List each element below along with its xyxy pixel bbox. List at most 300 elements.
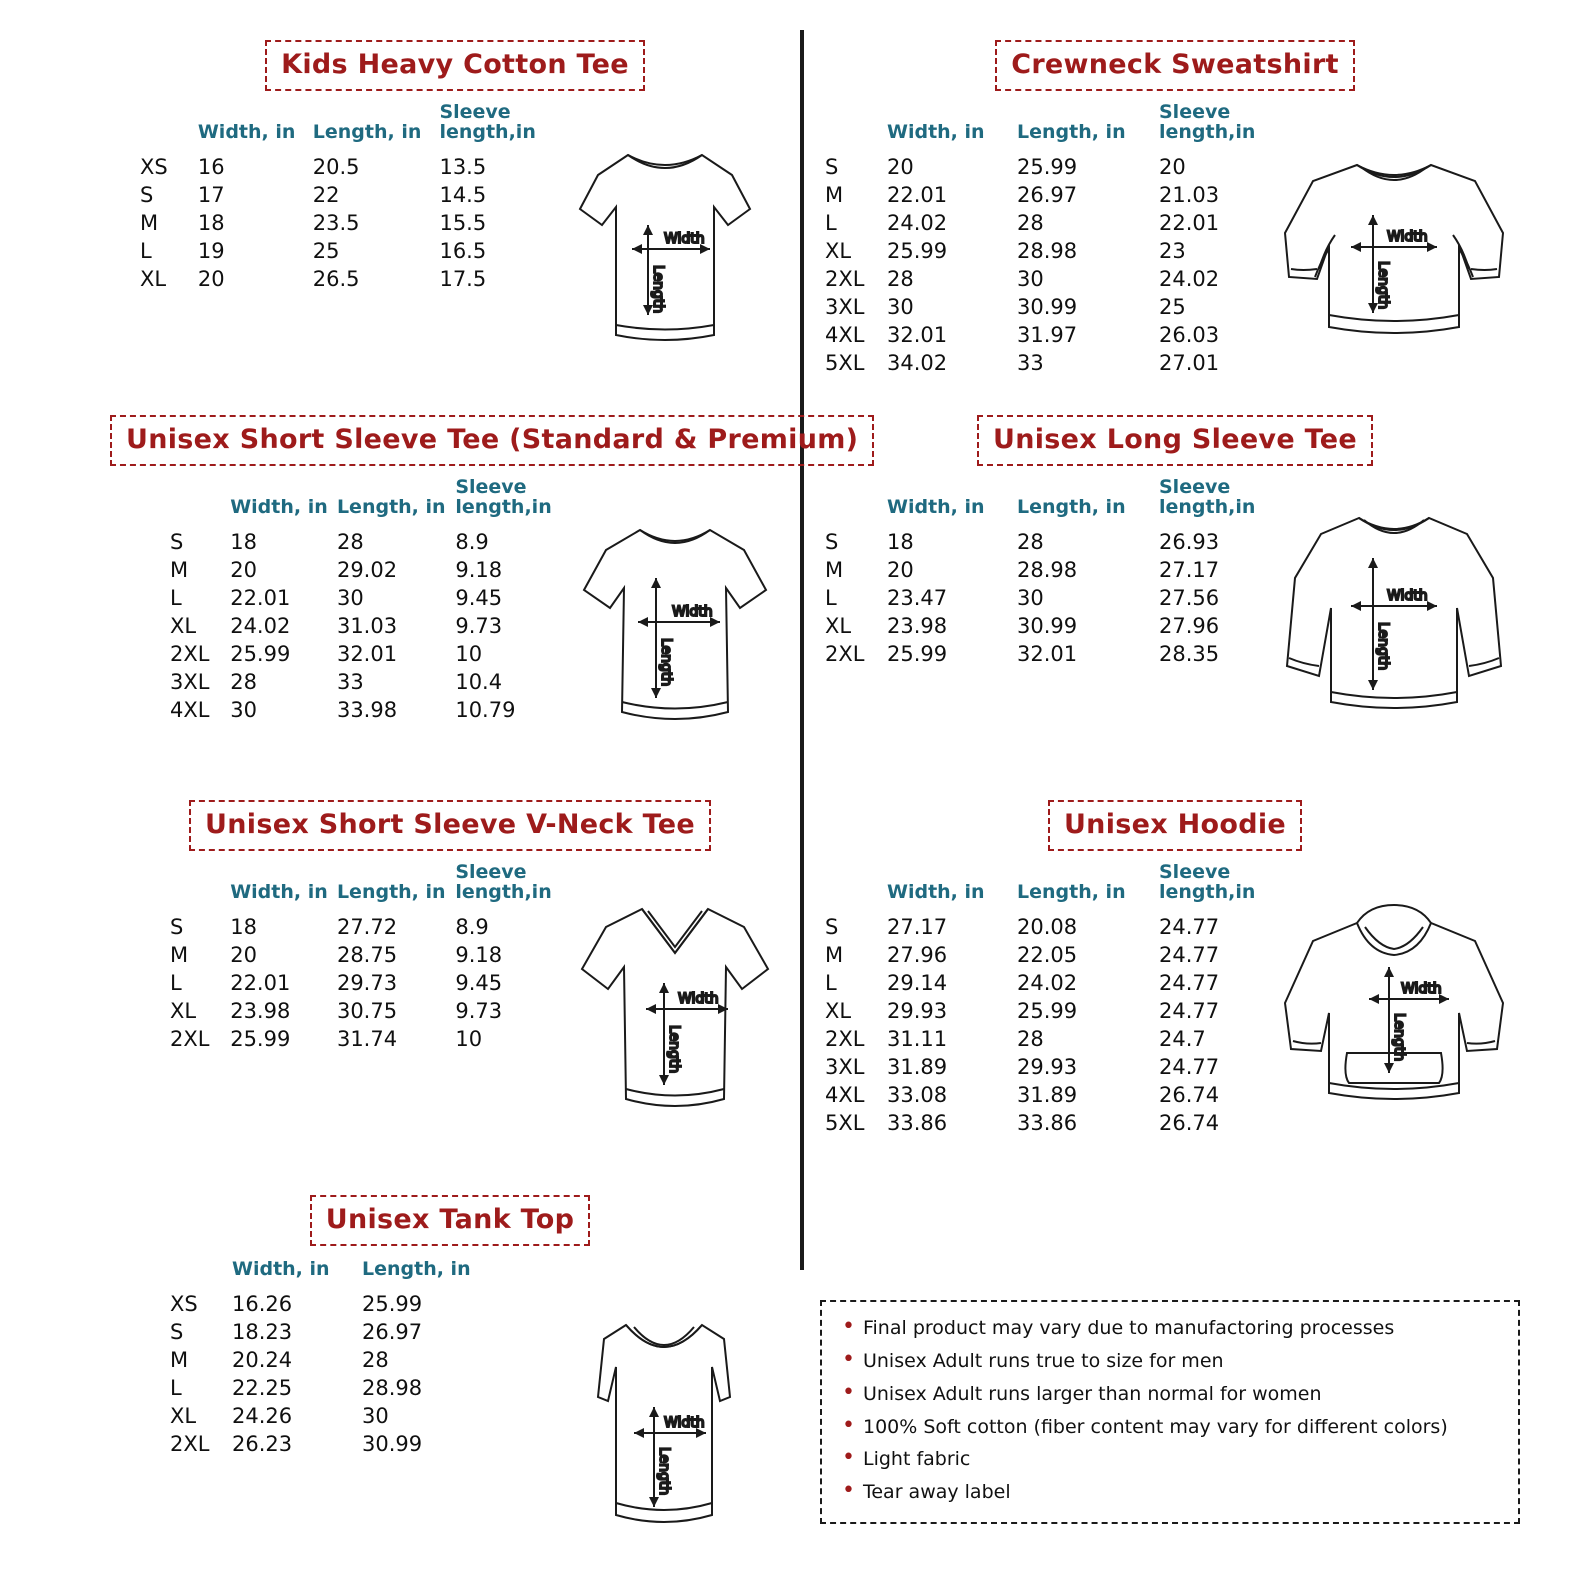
cell-sleeve: 27.96 xyxy=(1159,613,1220,638)
cell-length: 25.99 xyxy=(1017,154,1078,179)
cell-length: 33.86 xyxy=(1017,1110,1078,1135)
section-title-wrap xyxy=(825,40,1525,91)
cell-length: 30.99 xyxy=(362,1432,423,1456)
cell-length: 30 xyxy=(1017,266,1044,291)
table-row xyxy=(825,349,1269,377)
width-arrow-label: Width xyxy=(1401,981,1442,997)
section-title-wrap xyxy=(110,415,859,466)
cell-size: M xyxy=(170,1348,189,1372)
cell-length: 32.01 xyxy=(1017,641,1078,666)
table-row xyxy=(825,997,1269,1025)
cell-width: 27.96 xyxy=(887,942,948,967)
table-row xyxy=(140,181,546,209)
cell-width: 24.26 xyxy=(232,1404,293,1428)
table-row xyxy=(825,913,1269,941)
table-row xyxy=(825,321,1269,349)
cell-sleeve: 26.74 xyxy=(1159,1082,1220,1107)
table-row xyxy=(170,1346,504,1374)
table-row xyxy=(170,640,560,668)
cell-length: 30 xyxy=(362,1404,389,1428)
cell-size: 3XL xyxy=(825,294,865,319)
cell-size: L xyxy=(170,585,182,610)
note-item xyxy=(842,1379,1500,1406)
vertical-divider xyxy=(800,30,804,1270)
cell-width: 30 xyxy=(230,697,257,722)
section-title-wrap xyxy=(825,415,1525,466)
cell-width: 20 xyxy=(197,266,225,291)
cell-width: 23.98 xyxy=(230,998,291,1023)
cell-length: 31.74 xyxy=(336,1026,398,1051)
col-sleeve-line2: length,in xyxy=(1159,120,1256,143)
col-length: Length, in xyxy=(336,495,446,518)
cell-size: L xyxy=(170,970,182,995)
note-text: Tear away label xyxy=(862,1481,1011,1504)
cell-size: M xyxy=(825,942,844,967)
col-size xyxy=(825,478,887,528)
cell-size: S xyxy=(825,529,839,554)
bullet-icon: • xyxy=(842,1445,855,1471)
table-header-row xyxy=(170,1258,504,1290)
note-item xyxy=(842,1314,1500,1340)
col-length: Length, in xyxy=(336,880,446,903)
note-item xyxy=(842,1478,1500,1504)
cell-sleeve: 9.45 xyxy=(455,585,503,610)
cell-sleeve: 10.79 xyxy=(455,697,516,722)
bullet-icon: • xyxy=(842,1346,855,1372)
cell-sleeve: 24.77 xyxy=(1159,1054,1220,1079)
table-header-row xyxy=(170,863,560,913)
section-title: Unisex Hoodie xyxy=(1048,800,1302,851)
section-title-wrap xyxy=(130,40,780,91)
cell-length: 28 xyxy=(1017,529,1044,554)
cell-length: 30.99 xyxy=(1017,613,1078,638)
cell-size: S xyxy=(825,914,839,939)
col-sleeve xyxy=(439,103,546,153)
table-row xyxy=(170,556,560,584)
col-width: Width, in xyxy=(887,120,985,143)
cell-sleeve: 10.4 xyxy=(455,669,503,694)
col-size xyxy=(170,478,230,528)
table-row xyxy=(825,640,1269,668)
col-size xyxy=(825,103,887,153)
cell-length: 29.93 xyxy=(1017,1054,1078,1079)
cell-width: 28 xyxy=(887,266,914,291)
cell-width: 18 xyxy=(197,210,225,235)
cell-width: 25.99 xyxy=(230,1026,291,1051)
cell-size: M xyxy=(825,557,844,582)
size-table xyxy=(170,1258,504,1458)
cell-size: M xyxy=(170,942,189,967)
tshirt-illustration xyxy=(550,137,780,357)
cell-sleeve: 10 xyxy=(455,641,483,666)
cell-size: 2XL xyxy=(825,641,865,666)
width-arrow-label: Width xyxy=(678,991,719,1007)
table-row xyxy=(825,1025,1269,1053)
cell-width: 30 xyxy=(887,294,914,319)
section-title: Unisex Tank Top xyxy=(310,1195,591,1246)
col-sleeve-line2: length,in xyxy=(455,495,552,518)
cell-length: 30.99 xyxy=(1017,294,1078,319)
cell-size: 3XL xyxy=(170,669,210,694)
cell-width: 18 xyxy=(230,529,257,554)
cell-length: 30.75 xyxy=(336,998,398,1023)
table-row xyxy=(825,1081,1269,1109)
cell-size: L xyxy=(140,238,152,263)
table-row xyxy=(140,265,546,293)
cell-width: 20 xyxy=(887,557,914,582)
vneck-illustration xyxy=(560,891,790,1131)
note-item xyxy=(842,1346,1500,1373)
table-row xyxy=(170,668,560,696)
cell-sleeve: 15.5 xyxy=(439,210,487,235)
col-sleeve-line1: Sleeve xyxy=(455,476,527,498)
col-sleeve-line1: Sleeve xyxy=(455,861,527,883)
table-header-row xyxy=(825,103,1269,153)
cell-sleeve: 20 xyxy=(1159,154,1186,179)
cell-size: XS xyxy=(170,1292,198,1316)
section-unisex-short-sleeve-v-neck-tee xyxy=(110,800,790,1131)
section-title: Unisex Long Sleeve Tee xyxy=(977,415,1373,466)
cell-width: 19 xyxy=(197,238,225,263)
cell-length: 31.89 xyxy=(1017,1082,1078,1107)
cell-length: 28 xyxy=(336,529,364,554)
cell-width: 22.01 xyxy=(887,182,948,207)
cell-width: 24.02 xyxy=(230,613,291,638)
cell-sleeve: 8.9 xyxy=(455,529,489,554)
section-title: Unisex Short Sleeve Tee (Standard & Premium) xyxy=(110,415,874,466)
col-sleeve xyxy=(455,863,560,913)
cell-size: M xyxy=(140,210,159,235)
section-unisex-long-sleeve-tee xyxy=(825,415,1525,736)
cell-length: 32.01 xyxy=(336,641,398,666)
cell-size: XS xyxy=(140,154,168,179)
table-row xyxy=(170,1402,504,1430)
cell-length: 25 xyxy=(312,238,340,263)
length-arrow-label: Length xyxy=(658,638,674,687)
table-header-row xyxy=(825,478,1269,528)
cell-size: 4XL xyxy=(170,697,210,722)
cell-width: 32.01 xyxy=(887,322,948,347)
cell-width: 29.93 xyxy=(887,998,948,1023)
cell-width: 22.01 xyxy=(230,970,291,995)
col-sleeve-line1: Sleeve xyxy=(439,101,511,123)
table-row xyxy=(170,528,560,556)
cell-size: 4XL xyxy=(825,322,865,347)
sweatshirt-illustration xyxy=(1269,137,1519,357)
cell-size: L xyxy=(170,1376,182,1400)
section-title-wrap xyxy=(110,800,790,851)
cell-sleeve: 13.5 xyxy=(439,154,487,179)
cell-size: 4XL xyxy=(825,1082,865,1107)
cell-size: 2XL xyxy=(825,1026,865,1051)
cell-width: 34.02 xyxy=(887,350,948,375)
tanktop-illustration xyxy=(564,1301,764,1551)
cell-sleeve: 8.9 xyxy=(455,914,489,939)
cell-sleeve: 27.56 xyxy=(1159,585,1220,610)
cell-size: S xyxy=(170,529,184,554)
table-row xyxy=(825,181,1269,209)
table-row xyxy=(170,1025,560,1053)
col-sleeve-line2: length,in xyxy=(1159,880,1256,903)
cell-length: 20.5 xyxy=(312,154,360,179)
cell-size: XL xyxy=(170,1404,197,1428)
col-sleeve xyxy=(1159,478,1269,528)
width-arrow-label: Width xyxy=(664,231,705,247)
table-row xyxy=(825,265,1269,293)
section-title: Crewneck Sweatshirt xyxy=(995,40,1355,91)
table-row xyxy=(170,941,560,969)
note-text: Unisex Adult runs larger than normal for women xyxy=(862,1382,1322,1405)
cell-width: 20 xyxy=(887,154,914,179)
cell-width: 28 xyxy=(230,669,257,694)
col-width: Width, in xyxy=(230,495,328,518)
table-row xyxy=(170,612,560,640)
section-kids-heavy-cotton-tee xyxy=(130,40,780,357)
cell-size: 2XL xyxy=(170,1432,210,1456)
cell-size: XL xyxy=(825,238,852,263)
cell-sleeve: 28.35 xyxy=(1159,641,1220,666)
table-row xyxy=(825,584,1269,612)
table-row xyxy=(825,969,1269,997)
cell-sleeve: 9.18 xyxy=(455,942,503,967)
cell-length: 28 xyxy=(362,1348,389,1372)
cell-width: 16.26 xyxy=(232,1292,293,1316)
cell-width: 18 xyxy=(230,914,257,939)
col-length: Length, in xyxy=(1017,495,1126,518)
cell-size: S xyxy=(170,914,184,939)
section-unisex-short-sleeve-tee xyxy=(110,415,859,741)
cell-sleeve: 24.77 xyxy=(1159,998,1220,1023)
table-header-row xyxy=(170,478,560,528)
cell-width: 25.99 xyxy=(887,641,948,666)
cell-length: 28.98 xyxy=(362,1376,423,1400)
col-length: Length, in xyxy=(1017,880,1126,903)
cell-width: 17 xyxy=(197,182,225,207)
table-row xyxy=(170,1374,504,1402)
cell-sleeve: 23 xyxy=(1159,238,1186,263)
cell-size: 5XL xyxy=(825,350,865,375)
cell-length: 20.08 xyxy=(1017,914,1078,939)
cell-sleeve: 24.77 xyxy=(1159,914,1220,939)
cell-size: M xyxy=(825,182,844,207)
size-table xyxy=(825,478,1269,668)
section-unisex-hoodie xyxy=(825,800,1525,1137)
cell-sleeve: 26.93 xyxy=(1159,529,1220,554)
width-arrow-label: Width xyxy=(672,604,713,620)
cell-length: 22.05 xyxy=(1017,942,1078,967)
col-size xyxy=(140,103,198,153)
cell-size: 2XL xyxy=(170,1026,210,1051)
cell-size: 2XL xyxy=(825,266,865,291)
cell-width: 33.08 xyxy=(887,1082,948,1107)
cell-width: 20.24 xyxy=(232,1348,293,1372)
length-arrow-label: Length xyxy=(1391,1013,1407,1062)
table-row xyxy=(170,969,560,997)
cell-length: 33 xyxy=(336,669,364,694)
table-row xyxy=(170,1430,504,1458)
table-row xyxy=(825,556,1269,584)
size-table xyxy=(170,478,560,724)
tshirt-illustration xyxy=(560,516,790,741)
bullet-icon: • xyxy=(842,1478,855,1504)
cell-sleeve: 9.18 xyxy=(455,557,503,582)
length-arrow-label: Length xyxy=(1375,622,1391,671)
cell-sleeve: 9.73 xyxy=(455,998,503,1023)
table-row xyxy=(140,237,546,265)
width-arrow-label: Width xyxy=(1387,229,1428,245)
col-width: Width, in xyxy=(197,120,296,143)
table-header-row xyxy=(140,103,546,153)
cell-width: 18 xyxy=(887,529,914,554)
cell-length: 26.97 xyxy=(1017,182,1078,207)
col-size xyxy=(170,1258,232,1290)
cell-length: 28 xyxy=(1017,1026,1044,1051)
col-sleeve xyxy=(1159,863,1269,913)
cell-length: 25.99 xyxy=(1017,998,1078,1023)
table-row xyxy=(825,237,1269,265)
cell-length: 30 xyxy=(336,585,364,610)
cell-sleeve: 9.73 xyxy=(455,613,503,638)
cell-size: L xyxy=(825,585,837,610)
cell-width: 24.02 xyxy=(887,210,948,235)
col-sleeve-line1: Sleeve xyxy=(1159,101,1231,123)
table-row xyxy=(825,293,1269,321)
col-sleeve-line2: length,in xyxy=(439,120,536,143)
cell-sleeve: 14.5 xyxy=(439,182,487,207)
cell-length: 33.98 xyxy=(336,697,398,722)
cell-width: 16 xyxy=(197,154,225,179)
section-title: Unisex Short Sleeve V-Neck Tee xyxy=(189,800,711,851)
cell-size: L xyxy=(825,970,837,995)
cell-width: 18.23 xyxy=(232,1320,293,1344)
col-length: Length, in xyxy=(1017,120,1126,143)
col-length: Length, in xyxy=(312,120,422,143)
table-row xyxy=(170,913,560,941)
cell-sleeve: 24.77 xyxy=(1159,942,1220,967)
cell-sleeve: 9.45 xyxy=(455,970,503,995)
cell-sleeve: 26.03 xyxy=(1159,322,1220,347)
cell-size: S xyxy=(170,1320,184,1344)
length-arrow-label: Length xyxy=(1375,261,1391,310)
cell-width: 22.25 xyxy=(232,1376,293,1400)
cell-sleeve: 17.5 xyxy=(439,266,487,291)
cell-width: 27.17 xyxy=(887,914,948,939)
size-table xyxy=(140,103,546,293)
cell-length: 30 xyxy=(1017,585,1044,610)
cell-length: 26.5 xyxy=(312,266,360,291)
section-title-wrap xyxy=(110,1195,790,1246)
length-arrow-label: Length xyxy=(656,1447,672,1496)
length-arrow-label: Length xyxy=(650,265,666,314)
cell-length: 31.03 xyxy=(336,613,398,638)
cell-sleeve: 24.02 xyxy=(1159,266,1220,291)
cell-width: 26.23 xyxy=(232,1432,293,1456)
cell-sleeve: 27.17 xyxy=(1159,557,1220,582)
cell-width: 29.14 xyxy=(887,970,948,995)
table-row xyxy=(140,209,546,237)
section-title-wrap xyxy=(825,800,1525,851)
size-table xyxy=(825,103,1269,377)
bullet-icon: • xyxy=(842,1412,855,1438)
cell-size: XL xyxy=(825,998,852,1023)
col-sleeve xyxy=(455,478,560,528)
note-text: Unisex Adult runs true to size for men xyxy=(862,1349,1224,1372)
section-crewneck-sweatshirt xyxy=(825,40,1525,377)
length-arrow-label: Length xyxy=(666,1025,682,1074)
cell-sleeve: 25 xyxy=(1159,294,1186,319)
cell-length: 31.97 xyxy=(1017,322,1078,347)
cell-sleeve: 24.7 xyxy=(1159,1026,1206,1051)
note-text: 100% Soft cotton (fiber content may vary for different colors) xyxy=(862,1415,1448,1438)
cell-size: XL xyxy=(170,613,197,638)
cell-length: 25.99 xyxy=(362,1292,423,1316)
cell-sleeve: 10 xyxy=(455,1026,483,1051)
cell-size: S xyxy=(140,182,154,207)
col-width: Width, in xyxy=(230,880,328,903)
cell-sleeve: 27.01 xyxy=(1159,350,1220,375)
size-table xyxy=(825,863,1269,1137)
col-sleeve-line2: length,in xyxy=(455,880,552,903)
cell-size: XL xyxy=(170,998,197,1023)
cell-sleeve: 16.5 xyxy=(439,238,487,263)
cell-width: 23.47 xyxy=(887,585,948,610)
col-size xyxy=(825,863,887,913)
note-text: Final product may vary due to manufactoring processes xyxy=(862,1317,1395,1339)
cell-size: XL xyxy=(140,266,167,291)
col-size xyxy=(170,863,230,913)
notes-box xyxy=(820,1300,1520,1524)
cell-size: 5XL xyxy=(825,1110,865,1135)
cell-size: XL xyxy=(825,613,852,638)
cell-length: 26.97 xyxy=(362,1320,423,1344)
long-sleeve-illustration xyxy=(1269,496,1519,736)
table-header-row xyxy=(825,863,1269,913)
col-width: Width, in xyxy=(887,880,985,903)
table-row xyxy=(170,1290,504,1318)
bullet-icon: • xyxy=(842,1314,855,1339)
cell-length: 29.73 xyxy=(336,970,398,995)
cell-width: 20 xyxy=(230,557,257,582)
cell-length: 22 xyxy=(312,182,340,207)
cell-length: 28.98 xyxy=(1017,238,1078,263)
table-row xyxy=(825,1053,1269,1081)
table-row xyxy=(170,1318,504,1346)
table-row xyxy=(170,997,560,1025)
col-width: Width, in xyxy=(232,1258,330,1280)
cell-length: 29.02 xyxy=(336,557,398,582)
cell-length: 27.72 xyxy=(336,914,398,939)
cell-sleeve: 24.77 xyxy=(1159,970,1220,995)
col-width: Width, in xyxy=(887,495,985,518)
cell-width: 31.11 xyxy=(887,1026,948,1051)
table-row xyxy=(170,696,560,724)
note-item xyxy=(842,1412,1500,1439)
hoodie-illustration xyxy=(1269,897,1519,1127)
cell-length: 28 xyxy=(1017,210,1044,235)
section-title: Kids Heavy Cotton Tee xyxy=(265,40,645,91)
col-sleeve-line2: length,in xyxy=(1159,495,1256,518)
cell-width: 31.89 xyxy=(887,1054,948,1079)
size-table xyxy=(170,863,560,1053)
col-sleeve-line1: Sleeve xyxy=(1159,861,1231,883)
cell-size: S xyxy=(825,154,839,179)
cell-size: 2XL xyxy=(170,641,210,666)
cell-length: 23.5 xyxy=(312,210,360,235)
table-row xyxy=(825,612,1269,640)
bullet-icon: • xyxy=(842,1379,855,1405)
cell-width: 22.01 xyxy=(230,585,291,610)
cell-width: 23.98 xyxy=(887,613,948,638)
